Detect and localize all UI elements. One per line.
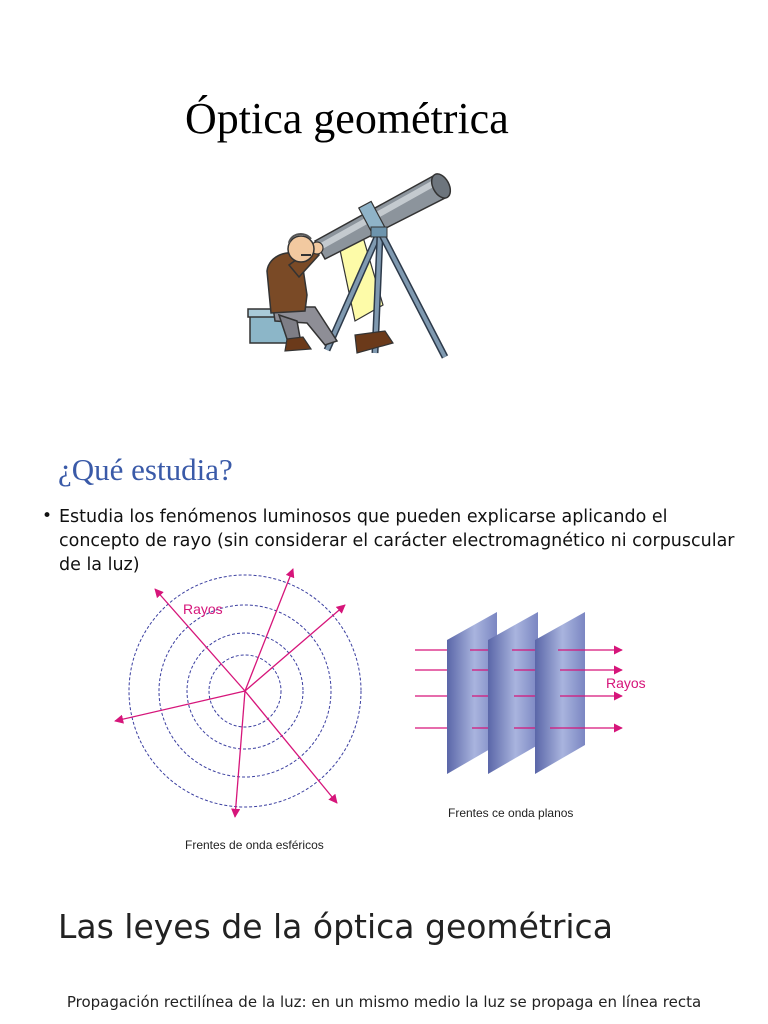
rays-label: Rayos — [183, 601, 223, 617]
astronomer-telescope-icon — [245, 145, 465, 367]
plane-rays — [415, 650, 450, 728]
question-heading: ¿Qué estudia? — [58, 452, 233, 487]
section-heading: Las leyes de la óptica geométrica — [58, 907, 613, 946]
bullet-item: • Estudia los fenómenos luminosos que pueden explicarse aplicando el concepto de rayo (sin considerar el carácter electromagnético ni corpuscular de la luz) — [42, 505, 742, 577]
spherical-wavefronts-diagram — [105, 565, 365, 855]
plane-caption: Frentes ce onda planos — [448, 806, 574, 820]
plane-rays-label: Rayos — [606, 675, 646, 691]
body-text: Propagación rectilínea de la luz: en un mismo medio la luz se propaga en línea recta — [66, 993, 702, 1011]
spherical-caption: Frentes de onda esféricos — [185, 838, 324, 852]
plane-wavefront — [488, 612, 538, 774]
plane-wavefronts-diagram — [410, 600, 670, 830]
page-title: Óptica geométrica — [185, 94, 509, 143]
plane-wavefront — [535, 612, 585, 774]
spherical-rays — [115, 569, 345, 817]
